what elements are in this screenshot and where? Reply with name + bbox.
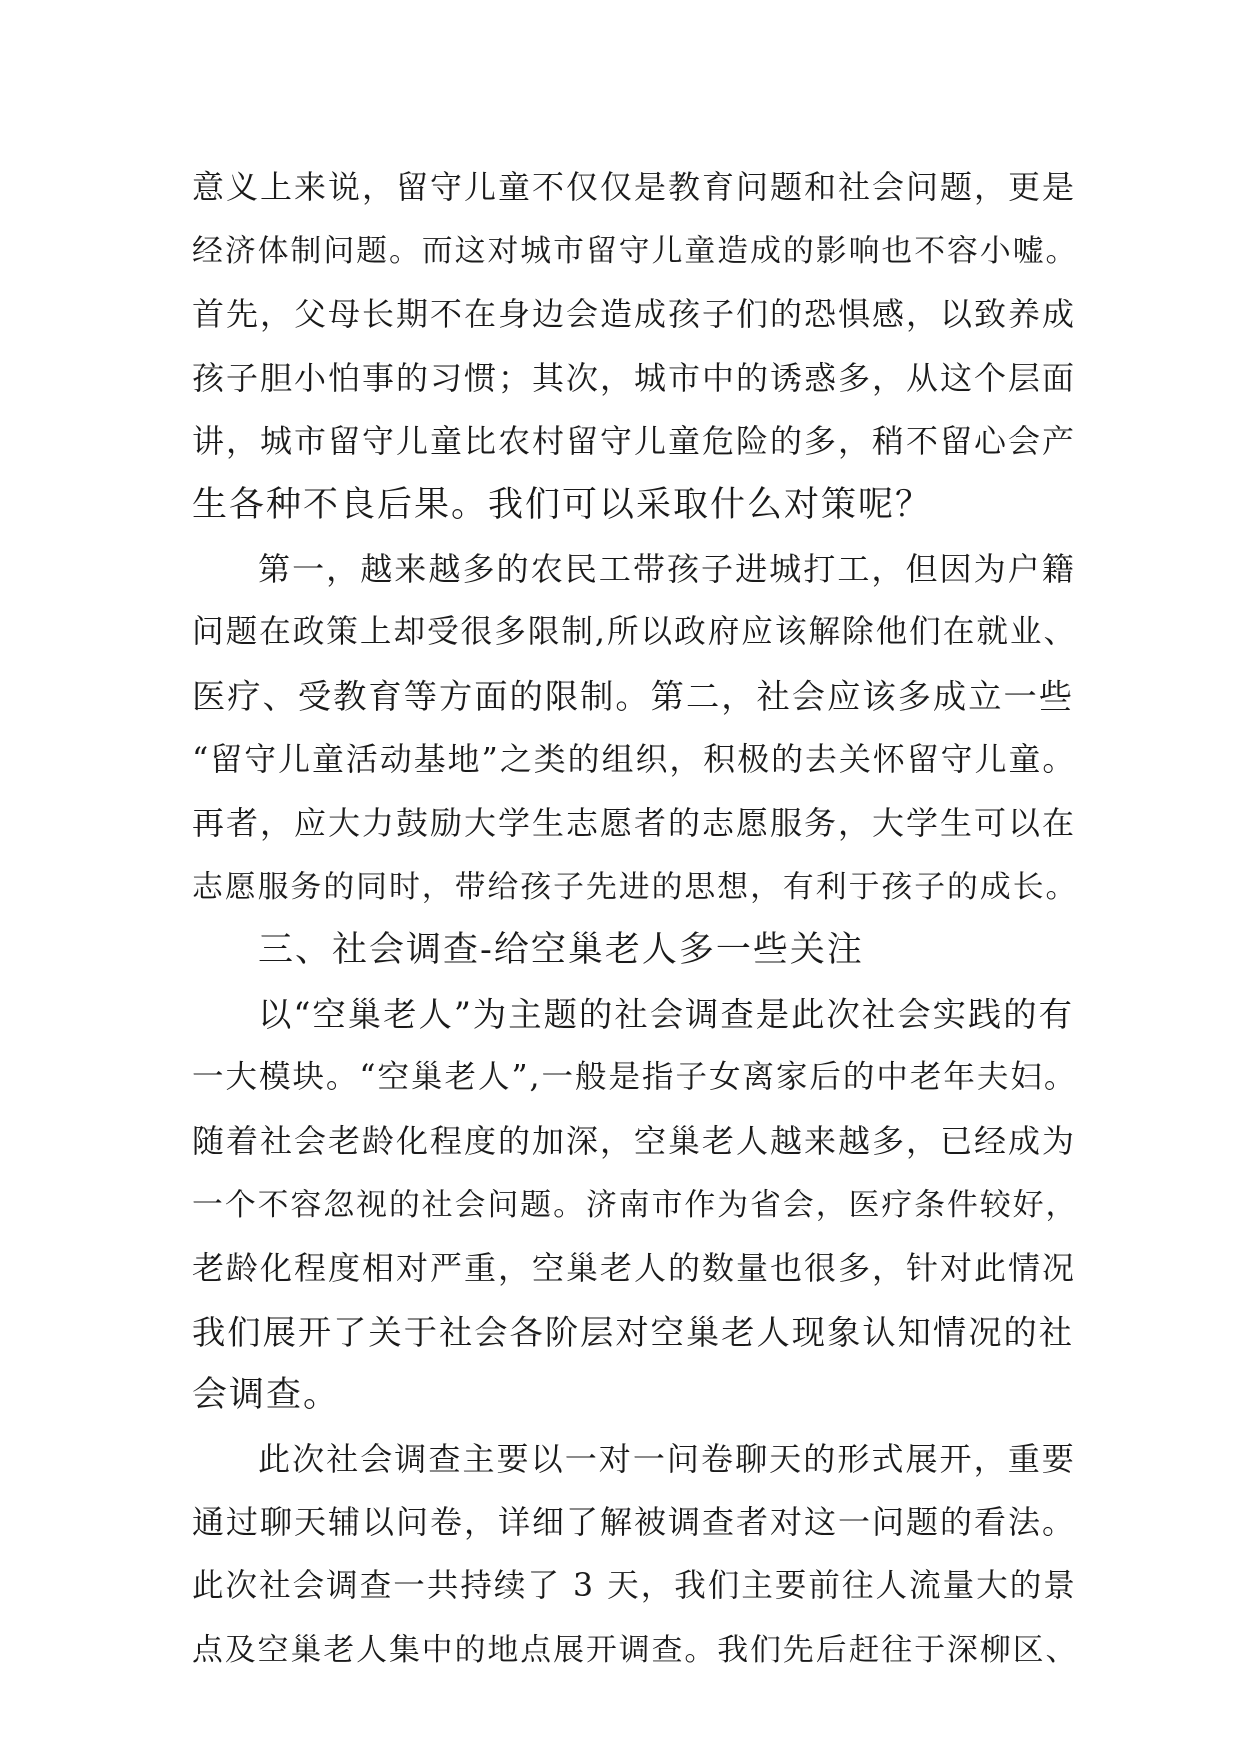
text-line: 一大模块。“空巢老人”,一般是指子女离家后的中老年夫妇。 (192, 1059, 1078, 1096)
text-line: 孩子胆小怕事的习惯；其次，城市中的诱惑多，从这个层面 (192, 358, 1077, 397)
text-line: 以“空巢老人”为主题的社会调查是此次社会实践的有 (258, 994, 1075, 1034)
text-line: 点及空巢老人集中的地点展开调查。我们先后赶往于深柳区、 (192, 1631, 1079, 1668)
text-line: 志愿服务的同时，带给孩子先进的思想，有利于孩子的成长。 (192, 868, 1079, 905)
text-line: 一个不容忽视的社会问题。济南市作为省会，医疗条件较好， (192, 1186, 1079, 1223)
text-line: 随着社会老龄化程度的加深，空巢老人越来越多，已经成为 (192, 1121, 1077, 1160)
text-line: 意义上来说，留守儿童不仅仅是教育问题和社会问题，更是 (192, 168, 1077, 206)
text-line: 医疗、受教育等方面的限制。第二，社会应该多成立一些 (192, 676, 1075, 716)
text-line: 再者，应大力鼓励大学生志愿者的志愿服务，大学生可以在 (192, 803, 1077, 842)
text-line: 此次社会调查主要以一对一问卷聊天的形式展开，重要 (258, 1439, 1076, 1478)
text-line: 我们展开了关于社会各阶层对空巢老人现象认知情况的社 (192, 1312, 1075, 1352)
text-line: 通过聊天辅以问卷，详细了解被调查者对这一问题的看法。 (192, 1503, 1077, 1542)
text-line: “留守儿童活动基地”之类的组织，积极的去关怀留守儿童。 (192, 740, 1077, 779)
text-line: 此次社会调查一共持续了 3 天，我们主要前往人流量大的景 (192, 1568, 1077, 1605)
text-line: 问题在政策上却受很多限制,所以政府应该解除他们在就业、 (192, 614, 1078, 651)
text-line: 会调查。 (192, 1375, 341, 1416)
text-line: 第一，越来越多的农民工带孩子进城打工，但因为户籍 (258, 549, 1076, 588)
text-line: 经济体制问题。而这对城市留守儿童造成的影响也不容小嘘。 (192, 232, 1079, 269)
body-text (192, 156, 1079, 1682)
text-line: 三、社会调查-给空巢老人多一些关注 (258, 930, 864, 971)
text-line: 讲，城市留守儿童比农村留守儿童危险的多，稍不留心会产 (192, 422, 1077, 461)
text-line: 生各种不良后果。我们可以采取什么对策呢？ (192, 484, 933, 525)
text-line: 首先，父母长期不在身边会造成孩子们的恐惧感，以致养成 (192, 295, 1077, 334)
text-line: 老龄化程度相对严重，空巢老人的数量也很多，针对此情况 (192, 1249, 1077, 1288)
